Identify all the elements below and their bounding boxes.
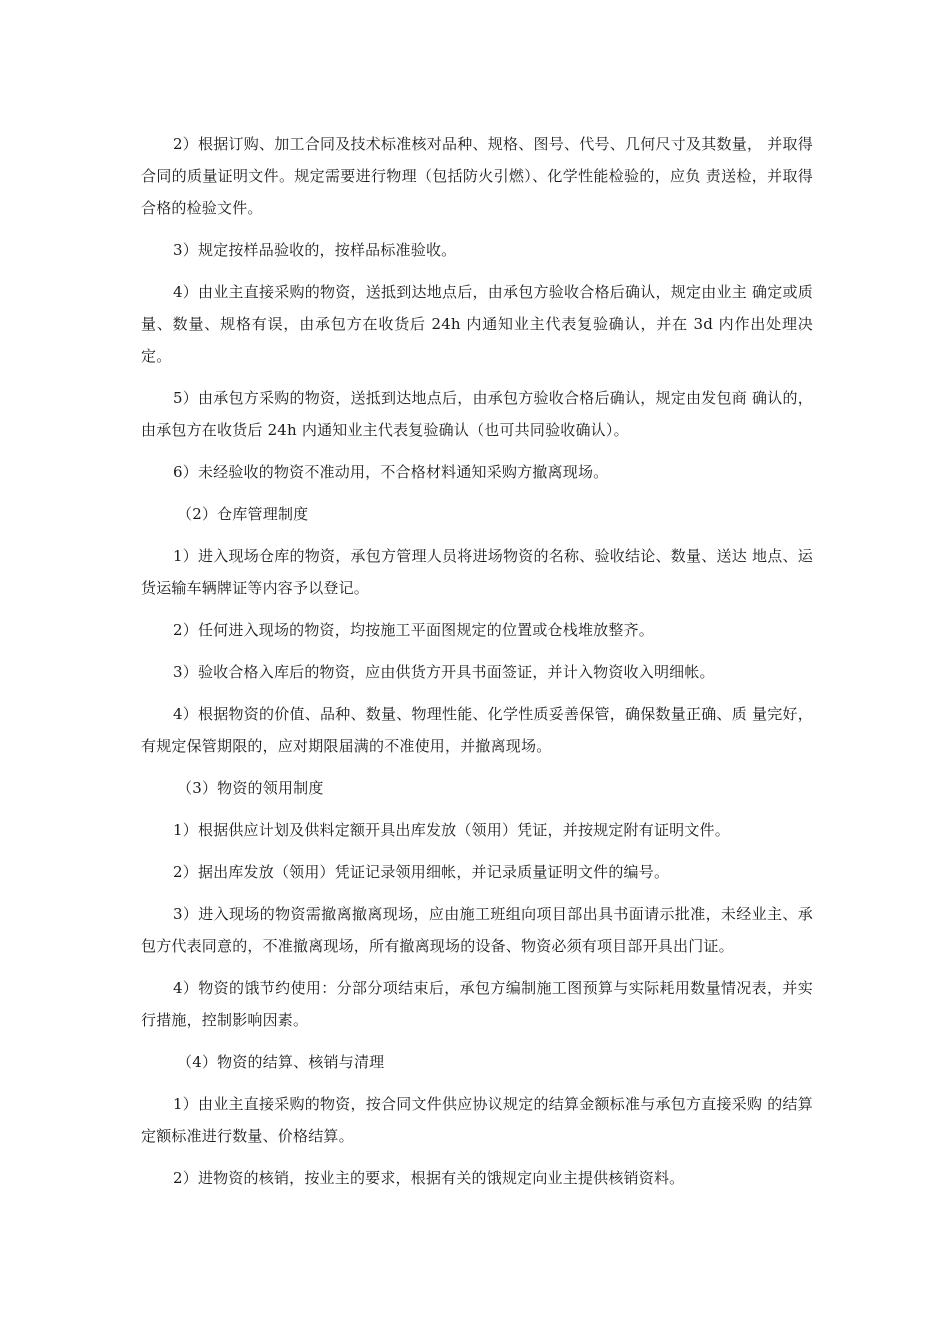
paragraph-item-3-sample-acceptance: 3）规定按样品验收的，按样品标准验收。 — [173, 241, 457, 259]
section-heading-settlement: （4）物资的结算、核销与清理 — [177, 1053, 385, 1071]
paragraph-issue-4: 4）物资的饿节约使用：分部分项结束后，承包方编制施工图预算与实际耗用数量情况表，并实行措施，控制影响因素。 — [141, 979, 813, 1029]
paragraph-issue-3: 3）进入现场的物资需撤离撤离现场，应由施工班组向项目部出具书面请示批准，未经业主、承包方代表同意的，不准撤离现场，所有撤离现场的设备、物资必须有项目部开具出门证。 — [141, 905, 813, 955]
paragraph-item-4-owner-purchase: 4）由业主直接采购的物资，送抵到达地点后，由承包方验收合格后确认，规定由业主 确定或质量、数量、规格有误，由承包方在收货后 24h 内通知业主代表复验确认，并在 3d 内作出处理决定。 — [141, 283, 813, 365]
section-heading-material-issue: （3）物资的领用制度 — [177, 779, 324, 797]
section-heading-warehouse-management: （2）仓库管理制度 — [177, 505, 309, 523]
paragraph-settlement-2: 2）进物资的核销，按业主的要求，根据有关的饿规定向业主提供核销资料。 — [173, 1169, 685, 1187]
paragraph-warehouse-1: 1）进入现场仓库的物资，承包方管理人员将进场物资的名称、验收结论、数量、送达 地点、运货运输车辆牌证等内容予以登记。 — [141, 547, 813, 597]
paragraph-settlement-1: 1）由业主直接采购的物资，按合同文件供应协议规定的结算金额标准与承包方直接采购 的结算定额标准进行数量、价格结算。 — [141, 1095, 813, 1145]
paragraph-item-2-verification: 2）根据订购、加工合同及技术标准核对品种、规格、图号、代号、几何尺寸及其数量， 并取得合同的质量证明文件。规定需要进行物理（包括防火引燃）、化学性能检验的，应负 责送检，并取得合格的检验文件。 — [141, 135, 813, 217]
paragraph-item-6-unverified-materials: 6）未经验收的物资不准动用，不合格材料通知采购方撤离现场。 — [173, 463, 609, 481]
paragraph-warehouse-2: 2）任何进入现场的物资，均按施工平面图规定的位置或仓栈堆放整齐。 — [173, 621, 654, 639]
paragraph-warehouse-4: 4）根据物资的价值、品种、数量、物理性能、化学性质妥善保管，确保数量正确、质 量完好，有规定保管期限的，应对期限届满的不准使用，并撤离现场。 — [141, 705, 813, 755]
paragraph-issue-2: 2）据出库发放（领用）凭证记录领用细帐，并记录质量证明文件的编号。 — [173, 863, 670, 881]
document-body — [141, 128, 813, 1204]
paragraph-item-5-contractor-purchase: 5）由承包方采购的物资，送抵到达地点后，由承包方验收合格后确认，规定由发包商 确认的，由承包方在收货后 24h 内通知业主代表复验确认（也可共同验收确认）。 — [141, 389, 813, 439]
paragraph-warehouse-3: 3）验收合格入库后的物资，应由供货方开具书面签证，并计入物资收入明细帐。 — [173, 663, 715, 681]
paragraph-issue-1: 1）根据供应计划及供料定额开具出库发放（领用）凭证，并按规定附有证明文件。 — [173, 821, 730, 839]
